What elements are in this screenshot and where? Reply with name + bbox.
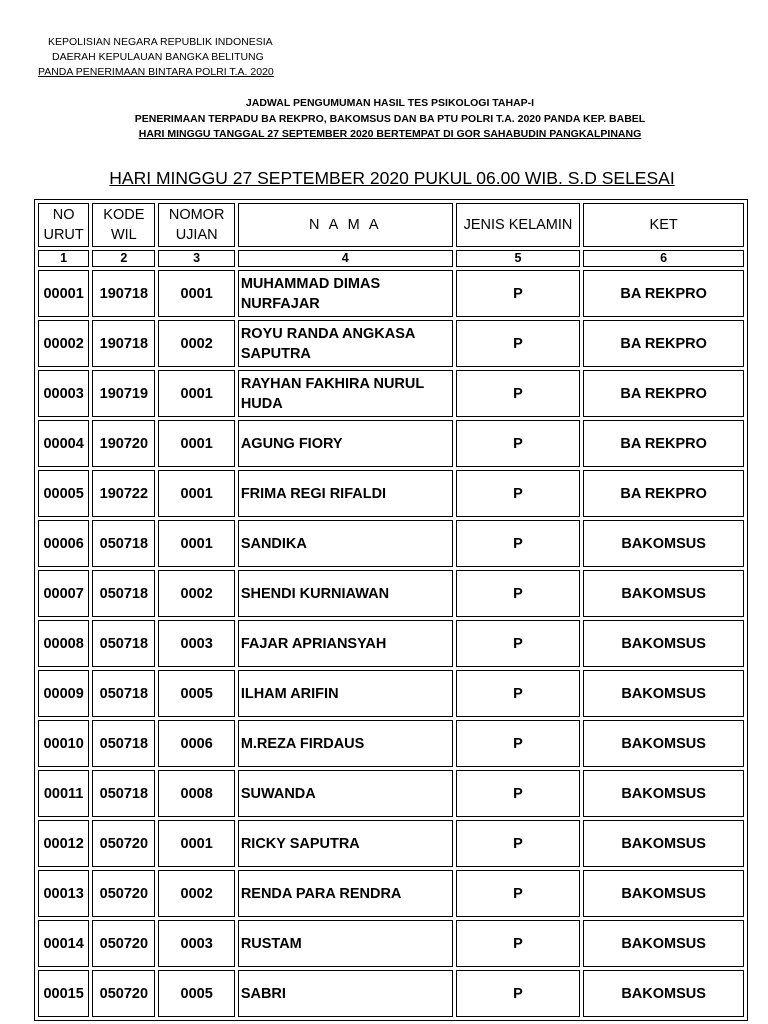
cell-jenis-kelamin: P bbox=[456, 820, 581, 867]
cell-jenis-kelamin: P bbox=[456, 570, 581, 617]
cell-jenis-kelamin: P bbox=[456, 620, 581, 667]
cell-kode-wil: 050718 bbox=[92, 570, 155, 617]
cell-jenis-kelamin: P bbox=[456, 270, 581, 317]
cell-ket: BAKOMSUS bbox=[583, 970, 744, 1017]
cell-no-urut: 00010 bbox=[38, 720, 89, 767]
document-date-line: HARI MINGGU TANGGAL 27 SEPTEMBER 2020 BERTEMPAT DI GOR SAHABUDIN PANGKALPINANG bbox=[138, 128, 642, 140]
table-row bbox=[38, 870, 744, 917]
org-line-2: DAERAH KEPULAUAN BANGKA BELITUNG bbox=[52, 51, 264, 63]
cell-kode-wil: 050718 bbox=[92, 770, 155, 817]
cell-kode-wil: 190719 bbox=[92, 370, 155, 417]
cell-nomor-ujian: 0005 bbox=[158, 970, 234, 1017]
cell-nama: RUSTAM bbox=[238, 920, 453, 967]
document-title: JADWAL PENGUMUMAN HASIL TES PSIKOLOGI TAHAP-I bbox=[245, 97, 535, 109]
session-title: HARI MINGGU 27 SEPTEMBER 2020 PUKUL 06.00 WIB. S.D SELESAI bbox=[109, 168, 675, 188]
cell-nomor-ujian: 0001 bbox=[158, 820, 234, 867]
cell-nama: FRIMA REGI RIFALDI bbox=[238, 470, 453, 517]
document-heading bbox=[0, 96, 768, 143]
cell-nomor-ujian: 0003 bbox=[158, 620, 234, 667]
column-number-row bbox=[38, 250, 744, 267]
header-no-urut: NO URUT bbox=[38, 203, 89, 247]
cell-ket: BA REKPRO bbox=[583, 320, 744, 367]
cell-no-urut: 00006 bbox=[38, 520, 89, 567]
table-row bbox=[38, 720, 744, 767]
cell-nomor-ujian: 0002 bbox=[158, 870, 234, 917]
table-row bbox=[38, 670, 744, 717]
cell-nomor-ujian: 0001 bbox=[158, 470, 234, 517]
cell-jenis-kelamin: P bbox=[456, 720, 581, 767]
cell-no-urut: 00015 bbox=[38, 970, 89, 1017]
cell-jenis-kelamin: P bbox=[456, 770, 581, 817]
cell-jenis-kelamin: P bbox=[456, 920, 581, 967]
table-row bbox=[38, 920, 744, 967]
cell-nama: RENDA PARA RENDRA bbox=[238, 870, 453, 917]
cell-nama: SHENDI KURNIAWAN bbox=[238, 570, 453, 617]
schedule-table bbox=[34, 199, 748, 1021]
header-kode-wil: KODE WIL bbox=[92, 203, 155, 247]
table-row bbox=[38, 820, 744, 867]
cell-nama: MUHAMMAD DIMAS NURFAJAR bbox=[238, 270, 453, 317]
cell-ket: BAKOMSUS bbox=[583, 870, 744, 917]
cell-no-urut: 00003 bbox=[38, 370, 89, 417]
cell-nama: FAJAR APRIANSYAH bbox=[238, 620, 453, 667]
cell-jenis-kelamin: P bbox=[456, 320, 581, 367]
cell-jenis-kelamin: P bbox=[456, 520, 581, 567]
cell-kode-wil: 050718 bbox=[92, 520, 155, 567]
cell-ket: BAKOMSUS bbox=[583, 520, 744, 567]
cell-ket: BA REKPRO bbox=[583, 420, 744, 467]
cell-nama: RICKY SAPUTRA bbox=[238, 820, 453, 867]
cell-jenis-kelamin: P bbox=[456, 670, 581, 717]
organization-header bbox=[38, 35, 274, 80]
document-subtitle: PENERIMAAN TERPADU BA REKPRO, BAKOMSUS DAN BA PTU POLRI T.A. 2020 PANDA KEP. BABEL bbox=[134, 112, 646, 125]
cell-nomor-ujian: 0003 bbox=[158, 920, 234, 967]
cell-no-urut: 00004 bbox=[38, 420, 89, 467]
cell-nama: SANDIKA bbox=[238, 520, 453, 567]
table-row bbox=[38, 270, 744, 317]
column-number: 6 bbox=[583, 250, 744, 267]
cell-ket: BAKOMSUS bbox=[583, 820, 744, 867]
cell-nama: ILHAM ARIFIN bbox=[238, 670, 453, 717]
cell-ket: BAKOMSUS bbox=[583, 670, 744, 717]
header-nama: N A M A bbox=[238, 203, 453, 247]
cell-ket: BAKOMSUS bbox=[583, 920, 744, 967]
org-line-1: KEPOLISIAN NEGARA REPUBLIK INDONESIA bbox=[48, 36, 273, 48]
cell-ket: BAKOMSUS bbox=[583, 570, 744, 617]
cell-nama: SABRI bbox=[238, 970, 453, 1017]
cell-ket: BA REKPRO bbox=[583, 270, 744, 317]
cell-no-urut: 00001 bbox=[38, 270, 89, 317]
cell-kode-wil: 050720 bbox=[92, 870, 155, 917]
cell-nama: SUWANDA bbox=[238, 770, 453, 817]
header-nomor-ujian: NOMOR UJIAN bbox=[158, 203, 234, 247]
cell-kode-wil: 050718 bbox=[92, 620, 155, 667]
cell-no-urut: 00013 bbox=[38, 870, 89, 917]
cell-nomor-ujian: 0005 bbox=[158, 670, 234, 717]
cell-kode-wil: 050720 bbox=[92, 920, 155, 967]
cell-jenis-kelamin: P bbox=[456, 870, 581, 917]
cell-nomor-ujian: 0002 bbox=[158, 320, 234, 367]
cell-nomor-ujian: 0008 bbox=[158, 770, 234, 817]
column-number: 1 bbox=[38, 250, 89, 267]
header-ket: KET bbox=[583, 203, 744, 247]
cell-no-urut: 00008 bbox=[38, 620, 89, 667]
table-row bbox=[38, 520, 744, 567]
table-header-row bbox=[38, 203, 744, 247]
header-jenis-kelamin: JENIS KELAMIN bbox=[456, 203, 581, 247]
cell-no-urut: 00014 bbox=[38, 920, 89, 967]
cell-kode-wil: 190718 bbox=[92, 270, 155, 317]
cell-ket: BAKOMSUS bbox=[583, 620, 744, 667]
column-number: 4 bbox=[238, 250, 453, 267]
table-row bbox=[38, 570, 744, 617]
table-row bbox=[38, 420, 744, 467]
cell-nomor-ujian: 0001 bbox=[158, 370, 234, 417]
cell-jenis-kelamin: P bbox=[456, 420, 581, 467]
cell-jenis-kelamin: P bbox=[456, 370, 581, 417]
cell-no-urut: 00007 bbox=[38, 570, 89, 617]
cell-nomor-ujian: 0001 bbox=[158, 270, 234, 317]
table-row bbox=[38, 620, 744, 667]
cell-no-urut: 00002 bbox=[38, 320, 89, 367]
cell-nama: ROYU RANDA ANGKASA SAPUTRA bbox=[238, 320, 453, 367]
cell-nomor-ujian: 0002 bbox=[158, 570, 234, 617]
cell-nama: M.REZA FIRDAUS bbox=[238, 720, 453, 767]
cell-no-urut: 00012 bbox=[38, 820, 89, 867]
cell-ket: BAKOMSUS bbox=[583, 770, 744, 817]
column-number: 3 bbox=[158, 250, 234, 267]
cell-nama: RAYHAN FAKHIRA NURUL HUDA bbox=[238, 370, 453, 417]
cell-no-urut: 00005 bbox=[38, 470, 89, 517]
column-number: 2 bbox=[92, 250, 155, 267]
cell-nomor-ujian: 0001 bbox=[158, 520, 234, 567]
cell-kode-wil: 050718 bbox=[92, 670, 155, 717]
cell-kode-wil: 050720 bbox=[92, 820, 155, 867]
cell-kode-wil: 190718 bbox=[92, 320, 155, 367]
table-row bbox=[38, 370, 744, 417]
cell-ket: BA REKPRO bbox=[583, 470, 744, 517]
table-row bbox=[38, 470, 744, 517]
cell-kode-wil: 050720 bbox=[92, 970, 155, 1017]
cell-no-urut: 00011 bbox=[38, 770, 89, 817]
cell-ket: BAKOMSUS bbox=[583, 720, 744, 767]
cell-jenis-kelamin: P bbox=[456, 470, 581, 517]
cell-no-urut: 00009 bbox=[38, 670, 89, 717]
table-row bbox=[38, 770, 744, 817]
cell-nama: AGUNG FIORY bbox=[238, 420, 453, 467]
cell-nomor-ujian: 0006 bbox=[158, 720, 234, 767]
table-row bbox=[38, 320, 744, 367]
cell-kode-wil: 050718 bbox=[92, 720, 155, 767]
table-row bbox=[38, 970, 744, 1017]
column-number: 5 bbox=[456, 250, 581, 267]
cell-jenis-kelamin: P bbox=[456, 970, 581, 1017]
cell-kode-wil: 190720 bbox=[92, 420, 155, 467]
org-line-3: PANDA PENERIMAAN BINTARA POLRI T.A. 2020 bbox=[38, 66, 274, 78]
cell-ket: BA REKPRO bbox=[583, 370, 744, 417]
cell-nomor-ujian: 0001 bbox=[158, 420, 234, 467]
cell-kode-wil: 190722 bbox=[92, 470, 155, 517]
